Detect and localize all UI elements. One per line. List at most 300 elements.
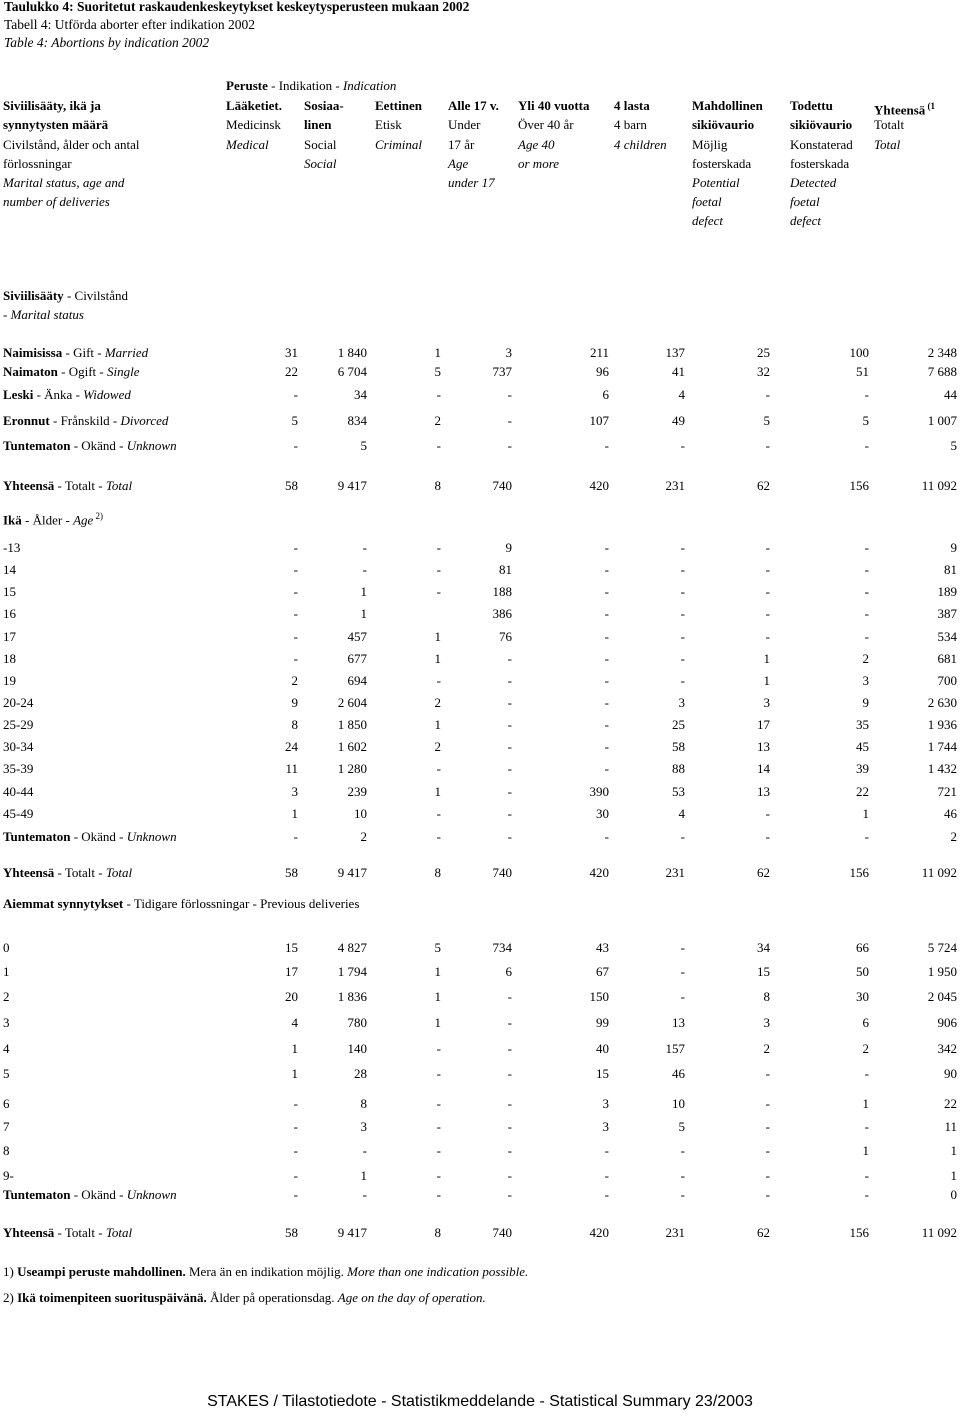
total-label-part: Yhteensä — [3, 865, 55, 880]
row-label-part: Married — [104, 345, 149, 360]
table-row-label — [3, 761, 33, 777]
table-row-cell: - — [604, 584, 609, 599]
table-row-cell: 2 — [360, 829, 367, 844]
column-header-line: 17 år — [448, 137, 475, 152]
table-row-cell: 30 — [596, 806, 609, 821]
column-header-line: Todettu — [790, 98, 833, 113]
column-header-line: fosterskada — [790, 156, 850, 171]
total-row-cell: 11 092 — [921, 865, 957, 880]
table-row-cell: 5 — [291, 413, 298, 428]
row-label-part: - Änka - — [33, 387, 84, 402]
page-footer: STAKES / Tilastotiedote - Statistikmeddelande - Statistical Summary 23/2003 — [207, 1393, 753, 1410]
table-row-cell: 2 — [434, 695, 441, 710]
title-swedish: Tabell 4: Utförda aborter efter indikation 2002 — [4, 17, 255, 32]
table-row-cell: 780 — [347, 1015, 367, 1030]
table-row-cell: - — [507, 784, 512, 799]
table-row-cell: 53 — [672, 784, 685, 799]
table-row-cell: 1 432 — [927, 761, 957, 776]
group-header — [226, 78, 396, 94]
table-row-cell: - — [680, 438, 685, 453]
column-header-line: defect — [790, 213, 822, 228]
table-row-cell: 3 — [602, 1096, 609, 1111]
table-row-cell: - — [604, 651, 609, 666]
table-row-cell: 4 — [291, 1015, 298, 1030]
table-row-cell: 390 — [589, 784, 609, 799]
table-row-cell: - — [436, 562, 441, 577]
table-row-cell: - — [293, 1187, 298, 1202]
total-row-cell: 9 417 — [337, 1225, 367, 1240]
group-header-en: Indication — [342, 78, 397, 93]
table-row-cell: - — [293, 606, 298, 621]
column-header-line: foetal — [790, 194, 820, 209]
table-row-cell: - — [864, 387, 869, 402]
table-row-cell: 1 840 — [337, 345, 367, 360]
table-row-cell: - — [604, 1168, 609, 1183]
row-label-part: Leski — [3, 387, 34, 402]
table-row-cell: 1 280 — [337, 761, 367, 776]
total-row-cell: 420 — [589, 478, 609, 493]
table-row-cell: - — [507, 651, 512, 666]
table-row-cell: - — [362, 1143, 367, 1158]
table-row-cell: 99 — [596, 1015, 609, 1030]
table-row-cell: 76 — [499, 629, 512, 644]
table-row-cell: - — [864, 1168, 869, 1183]
table-row-cell: 96 — [596, 364, 609, 379]
table-row-cell: 1 744 — [927, 739, 957, 754]
row-label-part: 20-24 — [3, 695, 34, 710]
table-row-cell: 67 — [596, 964, 609, 979]
table-row-cell: - — [604, 629, 609, 644]
column-header-line: Social — [304, 156, 337, 171]
table-row-cell: - — [765, 540, 770, 555]
row-label-part: 7 — [3, 1119, 10, 1134]
table-row-cell: - — [604, 1143, 609, 1158]
table-row-cell: - — [293, 829, 298, 844]
table-row-cell: - — [436, 438, 441, 453]
table-row-label — [3, 1066, 10, 1082]
table-row-label — [3, 806, 33, 822]
row-label-part: Widowed — [83, 387, 131, 402]
table-row-cell: 1 850 — [337, 717, 367, 732]
table-row-cell: 677 — [347, 651, 367, 666]
table-row-cell: - — [436, 1143, 441, 1158]
total-row-cell: 58 — [285, 478, 298, 493]
table-row-cell: - — [864, 1066, 869, 1081]
table-row-cell: 17 — [757, 717, 770, 732]
table-row-cell: - — [864, 629, 869, 644]
table-row-cell: 1 — [434, 964, 441, 979]
table-row-cell: - — [436, 387, 441, 402]
column-header-line: Criminal — [375, 137, 422, 152]
table-row-cell: 107 — [589, 413, 609, 428]
table-row-label — [3, 964, 10, 980]
table-row-cell: 90 — [944, 1066, 957, 1081]
table-row-cell: - — [507, 761, 512, 776]
row-label-part: 2 — [3, 989, 10, 1004]
table-row-cell: - — [680, 584, 685, 599]
table-row-cell: - — [680, 562, 685, 577]
table-row-cell: 3 — [862, 673, 869, 688]
table-row-cell: 43 — [596, 940, 609, 955]
table-row-label — [3, 1015, 10, 1031]
section-heading — [3, 288, 128, 304]
table-row-cell: 2 — [763, 1041, 770, 1056]
table-row-cell: 9 — [505, 540, 512, 555]
table-row-cell: - — [604, 1187, 609, 1202]
column-header-line: Möjlig — [692, 137, 728, 152]
table-row-cell: 50 — [856, 964, 869, 979]
section-heading — [3, 508, 103, 528]
row-label-part: 25-29 — [3, 717, 34, 732]
table-row-cell: - — [765, 1096, 770, 1111]
table-row-cell: 2 — [950, 829, 957, 844]
table-row-cell: - — [293, 1119, 298, 1134]
table-row-cell: - — [293, 540, 298, 555]
table-row-label — [3, 562, 16, 578]
table-row-cell: - — [864, 606, 869, 621]
row-label-part: 14 — [3, 562, 16, 577]
table-row-cell: - — [680, 673, 685, 688]
stub-header-line: synnytysten määrä — [3, 117, 109, 132]
table-row-cell: - — [604, 606, 609, 621]
table-row-cell: 11 — [944, 1119, 957, 1134]
table-row-cell: 10 — [354, 806, 367, 821]
table-row-cell: - — [864, 1119, 869, 1134]
total-row-cell: 156 — [849, 478, 869, 493]
section-heading-part: Age — [73, 512, 94, 528]
table-row-cell: - — [680, 606, 685, 621]
table-row-label — [3, 829, 177, 845]
table-row-label — [3, 1096, 10, 1112]
table-row-cell: 1 — [360, 584, 367, 599]
row-label-part: Naimaton — [3, 364, 58, 379]
table-row-label — [3, 695, 33, 711]
footnote-part: 2) — [3, 1290, 18, 1305]
table-row-label — [3, 387, 131, 403]
table-row-cell: 2 604 — [337, 695, 367, 710]
table-row-cell: 681 — [937, 651, 957, 666]
table-row-cell: - — [680, 540, 685, 555]
table-row-cell: 2 — [862, 1041, 869, 1056]
footnote-part: Ålder på operationsdag. — [206, 1290, 338, 1305]
column-header-line: linen — [304, 117, 332, 132]
table-row-cell: 694 — [347, 673, 367, 688]
table-row-cell: 39 — [856, 761, 869, 776]
table-row-cell: 22 — [944, 1096, 957, 1111]
row-label-part: -13 — [3, 540, 21, 555]
table-row-cell: 457 — [347, 629, 367, 644]
section-heading-part: - Ålder - — [21, 512, 74, 528]
table-row-cell: 1 — [360, 1168, 367, 1183]
table-row-cell: - — [507, 413, 512, 428]
table-row-cell: 1 — [434, 345, 441, 360]
column-header-line: 4 barn — [614, 117, 647, 132]
table-row-cell: - — [507, 1119, 512, 1134]
table-row-cell: - — [362, 1187, 367, 1202]
total-row-cell: 11 092 — [921, 478, 957, 493]
table-row-cell: - — [362, 562, 367, 577]
column-header-line: Under — [448, 117, 481, 132]
column-header-line: Age 40 — [518, 137, 555, 152]
table-row-cell: - — [864, 540, 869, 555]
table-row-cell: - — [507, 1096, 512, 1111]
table-row-label — [3, 1187, 177, 1203]
total-row-cell: 9 417 — [337, 478, 367, 493]
table-row-cell: - — [507, 989, 512, 1004]
table-row-cell: 5 — [862, 413, 869, 428]
table-row-cell: 1 — [291, 1066, 298, 1081]
column-header-line: Potential — [692, 175, 740, 190]
table-row-cell: 700 — [937, 673, 957, 688]
table-row-cell: 32 — [757, 364, 770, 379]
row-label-part: Unknown — [126, 1187, 177, 1202]
stub-header-line: förlossningar — [3, 156, 72, 171]
row-label-part: 9- — [3, 1168, 14, 1183]
footnote-part: Useampi peruste mahdollinen. — [17, 1264, 186, 1279]
row-label-part: 19 — [3, 673, 16, 688]
table-row-cell: 5 — [678, 1119, 685, 1134]
table-row-cell: 4 — [678, 806, 685, 821]
total-label-part: Total — [105, 865, 133, 880]
table-row-cell: 1 — [434, 1015, 441, 1030]
table-row-cell: 13 — [672, 1015, 685, 1030]
row-label-part: - Okänd - — [70, 438, 127, 453]
table-row-cell: 2 — [434, 739, 441, 754]
table-row-cell: - — [507, 1168, 512, 1183]
table-row-cell: - — [604, 739, 609, 754]
table-row-cell: - — [680, 989, 685, 1004]
table-row-cell: 387 — [937, 606, 957, 621]
footnote-part: Mera än en indikation möjlig. — [185, 1264, 348, 1279]
table-row-cell: 3 — [763, 695, 770, 710]
footnote — [3, 1264, 528, 1280]
column-header-line: Över 40 år — [518, 117, 574, 132]
table-row-cell: - — [864, 829, 869, 844]
table-row-cell: 15 — [596, 1066, 609, 1081]
table-row-cell: - — [604, 829, 609, 844]
column-header-line: Yhteensä $^{(1}$ — [874, 101, 936, 118]
table-row-cell: 17 — [285, 964, 298, 979]
table-row-cell: - — [436, 1119, 441, 1134]
table-row-label — [3, 1143, 10, 1159]
table-row-cell: 1 — [360, 606, 367, 621]
table-row-cell: 40 — [596, 1041, 609, 1056]
row-label-part: - Ogift - — [57, 364, 107, 379]
table-row-cell: - — [507, 1187, 512, 1202]
table-row-cell: 1 — [950, 1143, 957, 1158]
table-row-cell: 24 — [285, 739, 298, 754]
table-row-cell: - — [436, 673, 441, 688]
section-heading — [3, 896, 359, 912]
column-header-line: Medicinsk — [226, 117, 281, 132]
table-row-cell: 1 — [763, 673, 770, 688]
table-row-cell: 9 — [291, 695, 298, 710]
table-row-cell: - — [293, 651, 298, 666]
table-row-cell: 1 602 — [337, 739, 367, 754]
table-row-label — [3, 940, 10, 956]
table-row-cell: 45 — [856, 739, 869, 754]
table-row-cell: 6 — [505, 964, 512, 979]
table-row-cell: 3 — [763, 1015, 770, 1030]
table-row-cell: - — [864, 438, 869, 453]
total-row-cell: 62 — [757, 478, 770, 493]
table-row-cell: 5 — [950, 438, 957, 453]
total-row-cell: 740 — [492, 865, 512, 880]
table-row-cell: 2 348 — [927, 345, 957, 360]
row-label-part: 6 — [3, 1096, 10, 1111]
table-row-cell: - — [507, 673, 512, 688]
table-row-cell: 20 — [285, 989, 298, 1004]
table-row-cell: 34 — [354, 387, 367, 402]
table-row-cell: 6 — [862, 1015, 869, 1030]
table-row-cell: 150 — [589, 989, 609, 1004]
table-row-cell: 5 — [763, 413, 770, 428]
table-row-cell: - — [507, 829, 512, 844]
table-row-cell: 100 — [849, 345, 869, 360]
table-row-cell: - — [293, 584, 298, 599]
table-row-cell: - — [864, 562, 869, 577]
table-row-label — [3, 989, 10, 1005]
total-row-label — [3, 865, 132, 881]
total-row-cell: 11 092 — [921, 1225, 957, 1240]
total-row-label — [3, 478, 132, 494]
table-row-cell: - — [293, 629, 298, 644]
table-row-cell: 1 — [763, 651, 770, 666]
table-row-cell: 9 — [950, 540, 957, 555]
total-row-cell: 231 — [665, 1225, 685, 1240]
section-heading-part: - Civilstånd — [63, 288, 128, 303]
table-row-cell: 1 — [434, 629, 441, 644]
column-header-line: 4 lasta — [614, 98, 650, 113]
stub-header-line: Civilstånd, ålder och antal — [3, 137, 140, 152]
row-label-part: Tuntematon — [3, 1187, 71, 1202]
total-row-cell: 740 — [492, 478, 512, 493]
table-row-cell: 25 — [757, 345, 770, 360]
table-row-cell: 51 — [856, 364, 869, 379]
row-label-part: 0 — [3, 940, 10, 955]
table-row-cell: 2 045 — [927, 989, 957, 1004]
table-row-cell: - — [864, 584, 869, 599]
table-row-label — [3, 1168, 14, 1184]
table-row-cell: 1 — [434, 784, 441, 799]
column-header-line: or more — [518, 156, 560, 171]
table-row-cell: 342 — [937, 1041, 957, 1056]
column-header-line: fosterskada — [692, 156, 752, 171]
table-row-cell: 734 — [492, 940, 512, 955]
row-label-part: 15 — [3, 584, 16, 599]
section-heading-part: Aiemmat synnytykset — [3, 896, 124, 911]
table-row-cell: 34 — [757, 940, 770, 955]
table-row-cell: 66 — [856, 940, 869, 955]
table-row-cell: - — [507, 438, 512, 453]
group-header-fi: Peruste — [226, 78, 268, 93]
table-row-cell: 834 — [347, 413, 367, 428]
table-row-cell: 3 — [505, 345, 512, 360]
table-row-cell: - — [507, 806, 512, 821]
total-row-cell: 62 — [757, 1225, 770, 1240]
footnote — [3, 1290, 486, 1306]
table-row-cell: 2 630 — [927, 695, 957, 710]
table-row-cell: 1 — [950, 1168, 957, 1183]
table-row-label — [3, 540, 20, 556]
column-header-line: sikiövaurio — [692, 117, 755, 132]
table-row-cell: 1 — [434, 989, 441, 1004]
row-label-part: 40-44 — [3, 784, 34, 799]
table-row-cell: 737 — [492, 364, 512, 379]
table-row-cell: 534 — [937, 629, 957, 644]
table-row-cell: 35 — [856, 717, 869, 732]
row-label-part: 35-39 — [3, 761, 34, 776]
row-label-part: - Frånskild - — [49, 413, 121, 428]
table-row-cell: 1 836 — [337, 989, 367, 1004]
total-row-cell: 8 — [434, 865, 441, 880]
table-row-cell: 8 — [291, 717, 298, 732]
table-row-cell: 2 — [291, 673, 298, 688]
table-row-cell: 22 — [856, 784, 869, 799]
table-row-cell: - — [436, 1041, 441, 1056]
table-row-label — [3, 629, 16, 645]
table-row-cell: 1 — [434, 651, 441, 666]
table-row-cell: 386 — [492, 606, 512, 621]
table-row-cell: 46 — [672, 1066, 685, 1081]
column-header-line: Medical — [226, 137, 269, 152]
table-row-cell: - — [864, 1187, 869, 1202]
total-row-cell: 58 — [285, 865, 298, 880]
table-row-cell: 1 007 — [927, 413, 957, 428]
stub-header-line: Siviilisääty, ikä ja — [3, 98, 101, 113]
row-label-part: - Okänd - — [70, 829, 127, 844]
table-row-cell: 41 — [672, 364, 685, 379]
row-label-part: - Okänd - — [70, 1187, 127, 1202]
table-row-cell: - — [436, 761, 441, 776]
table-row-label — [3, 438, 177, 454]
row-label-part: 16 — [3, 606, 16, 621]
footnote-part: Ikä toimenpiteen suorituspäivänä. — [17, 1290, 207, 1305]
row-label-part: Unknown — [126, 829, 177, 844]
row-label-part: 4 — [3, 1041, 10, 1056]
table-row-cell: 157 — [665, 1041, 685, 1056]
total-label-part: - Totalt - — [54, 1225, 106, 1240]
table-row-cell: 189 — [937, 584, 957, 599]
row-label-part: Naimisissa — [3, 345, 63, 360]
table-row-cell: - — [436, 806, 441, 821]
table-row-cell: - — [507, 1066, 512, 1081]
table-row-cell: 49 — [672, 413, 685, 428]
table-row-cell: - — [507, 1041, 512, 1056]
total-row-cell: 58 — [285, 1225, 298, 1240]
table-row-cell: 9 — [862, 695, 869, 710]
column-header-line: Yli 40 vuotta — [518, 98, 590, 113]
table-row-cell: - — [293, 1143, 298, 1158]
total-label-part: Yhteensä — [3, 478, 55, 493]
total-row-cell: 8 — [434, 1225, 441, 1240]
table-row-cell: 2 — [862, 651, 869, 666]
table-row-cell: 5 — [434, 364, 441, 379]
table-row-cell: 13 — [757, 784, 770, 799]
total-row-cell: 9 417 — [337, 865, 367, 880]
table-row-cell: - — [436, 1096, 441, 1111]
total-row-cell: 231 — [665, 865, 685, 880]
row-label-part: 18 — [3, 651, 16, 666]
table-row-label — [3, 717, 33, 733]
table-row-cell: 5 — [360, 438, 367, 453]
row-label-part: Single — [107, 364, 140, 379]
table-row-cell: - — [362, 540, 367, 555]
table-row-cell: - — [604, 540, 609, 555]
table-row-cell: 81 — [499, 562, 512, 577]
table-row-cell: - — [604, 695, 609, 710]
column-header-line: Totalt — [874, 117, 905, 132]
